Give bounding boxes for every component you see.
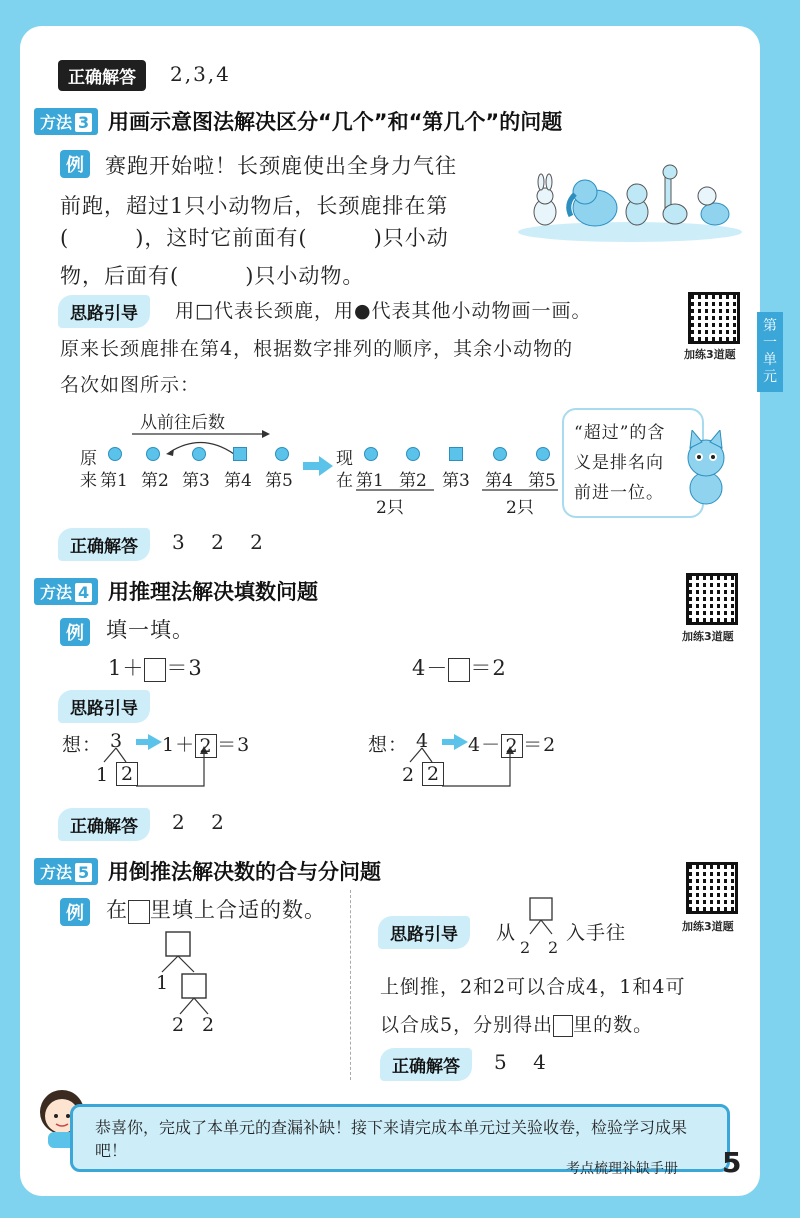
animal-dot: [493, 447, 507, 461]
footer-book-title: 考点梳理补缺手册: [566, 1161, 678, 1177]
hint-label: 思路引导: [58, 295, 150, 328]
position-label: 第4: [485, 471, 513, 491]
divider: [350, 890, 351, 1080]
position-label: 第1: [356, 471, 384, 491]
giraffe-square: [233, 447, 247, 461]
result-equation: 1＋ 2 ＝3: [162, 734, 251, 757]
method-tag: 方法 5: [34, 858, 98, 885]
unit-side-tab[interactable]: 第一单元: [757, 312, 783, 392]
position-label: 第1: [100, 471, 128, 491]
mini-tree-value: 2: [520, 938, 531, 957]
answer-label: 正确解答: [380, 1048, 472, 1081]
tiger-icon: [626, 184, 648, 225]
example-text: 填一填。: [106, 618, 194, 642]
blank-box[interactable]: [448, 658, 470, 682]
qr-code[interactable]: [686, 862, 738, 914]
bubble-line: 义是排名向: [574, 453, 664, 473]
think-label: 想：: [368, 734, 409, 756]
tree-branch-value: 2: [202, 1014, 216, 1036]
animal-dot: [146, 447, 160, 461]
animal-dot: [536, 447, 550, 461]
before-label: 来: [80, 471, 97, 491]
qr-code[interactable]: [688, 292, 740, 344]
example-line: 前跑，超过1只小动物后，长颈鹿排在第: [60, 194, 449, 218]
position-label: 第5: [528, 471, 556, 491]
split-left: 1: [96, 764, 110, 786]
think-label: 想：: [62, 734, 103, 756]
turtle-icon: [698, 187, 729, 225]
count-label: 2只: [506, 498, 534, 518]
right-arrow: [442, 734, 468, 750]
mini-tree-value: 2: [548, 938, 559, 957]
animal-dot: [108, 447, 122, 461]
rabbit-icon: [534, 174, 556, 225]
example-line: 赛跑开始啦！长颈鹿使出全身力气往: [105, 154, 457, 178]
animal-dot: [192, 447, 206, 461]
method-tag: 方法 3: [34, 108, 98, 135]
bubble-line: 前进一位。: [574, 483, 664, 503]
method-title: 用画示意图法解决区分“几个”和“第几个”的问题: [108, 110, 563, 134]
blank-box: [128, 900, 150, 924]
blank-box: [553, 1015, 573, 1037]
hint-text: 名次如图所示：: [60, 374, 201, 396]
animals-illustration: [515, 160, 745, 242]
method-title: 用倒推法解决数的合与分问题: [108, 860, 381, 884]
animal-dot: [406, 447, 420, 461]
after-label: 在: [336, 471, 353, 491]
count-label: 2只: [376, 498, 404, 518]
hint-text: 用□代表长颈鹿，用●代表其他小动物画一画。: [175, 300, 592, 322]
answer-value: 2 2: [172, 810, 234, 834]
hint-from: 从: [496, 922, 517, 944]
hint-text: 以合成5，分别得出 里的数。: [380, 1014, 654, 1036]
right-arrow: [136, 734, 162, 750]
split-top: 4: [416, 730, 430, 752]
equation-1: 1＋ ＝3: [108, 656, 203, 680]
page-number: 5: [722, 1146, 742, 1179]
example-tag: 例: [60, 618, 90, 646]
diagram-caption: 从前往后数: [140, 413, 225, 433]
hint-label: 思路引导: [378, 916, 470, 949]
animal-dot: [364, 447, 378, 461]
blank-box[interactable]: [144, 658, 166, 682]
qr-caption: 加练3道题: [682, 920, 734, 933]
congrats-banner: 恭喜你，完成了本单元的查漏补缺！接下来请完成本单元过关验收卷，检验学习成果吧！: [70, 1104, 730, 1172]
example-line: ( )，这时它前面有( )只小动: [60, 226, 449, 250]
qr-code[interactable]: [686, 573, 738, 625]
answer-label: 正确解答: [58, 808, 150, 841]
giraffe-square: [449, 447, 463, 461]
example-text: 在 里填上合适的数。: [106, 898, 326, 922]
equation-2: 4－ ＝2: [412, 656, 507, 680]
elephant-icon: [569, 180, 617, 226]
split-top: 3: [110, 730, 124, 752]
answer-box: 2: [116, 762, 138, 786]
hint-label: 思路引导: [58, 690, 150, 723]
result-equation: 4－ 2 ＝2: [468, 734, 557, 757]
mini-tree: [518, 896, 566, 938]
qr-caption: 加练3道题: [682, 630, 734, 643]
answer-label: 正确解答: [58, 60, 146, 91]
answer-value: 5 4: [494, 1050, 556, 1074]
tree-branch-value: 2: [172, 1014, 186, 1036]
bubble-line: “超过”的含: [574, 423, 666, 443]
method-title: 用推理法解决填数问题: [108, 580, 318, 604]
answer-label: 正确解答: [58, 528, 150, 561]
transform-arrow: [303, 456, 333, 476]
example-tag: 例: [60, 898, 90, 926]
position-label: 第2: [399, 471, 427, 491]
hint-text: 上倒推，2和2可以合成4，1和4可: [380, 976, 686, 998]
qr-caption: 加练3道题: [684, 348, 736, 361]
giraffe-icon: [663, 165, 687, 224]
tree-left-value: 1: [156, 972, 170, 994]
answer-box: 2: [422, 762, 444, 786]
hint-text: 原来长颈鹿排在第4，根据数字排列的顺序，其余小动物的: [60, 338, 574, 360]
split-left: 2: [402, 764, 416, 786]
example-tag: 例: [60, 150, 90, 178]
position-label: 第4: [224, 471, 252, 491]
position-label: 第3: [442, 471, 470, 491]
animal-dot: [275, 447, 289, 461]
method-tag: 方法 4: [34, 578, 98, 605]
hint-to: 入手往: [566, 922, 627, 944]
before-label: 原: [80, 449, 97, 469]
example-line: 物，后面有( )只小动物。: [60, 264, 365, 288]
after-label: 现: [336, 449, 353, 469]
answer-value: 3 2 2: [172, 530, 273, 554]
position-label: 第5: [265, 471, 293, 491]
position-label: 第3: [182, 471, 210, 491]
cat-mascot-icon: [682, 430, 734, 506]
answer-value: 2,3,4: [170, 62, 231, 86]
position-label: 第2: [141, 471, 169, 491]
